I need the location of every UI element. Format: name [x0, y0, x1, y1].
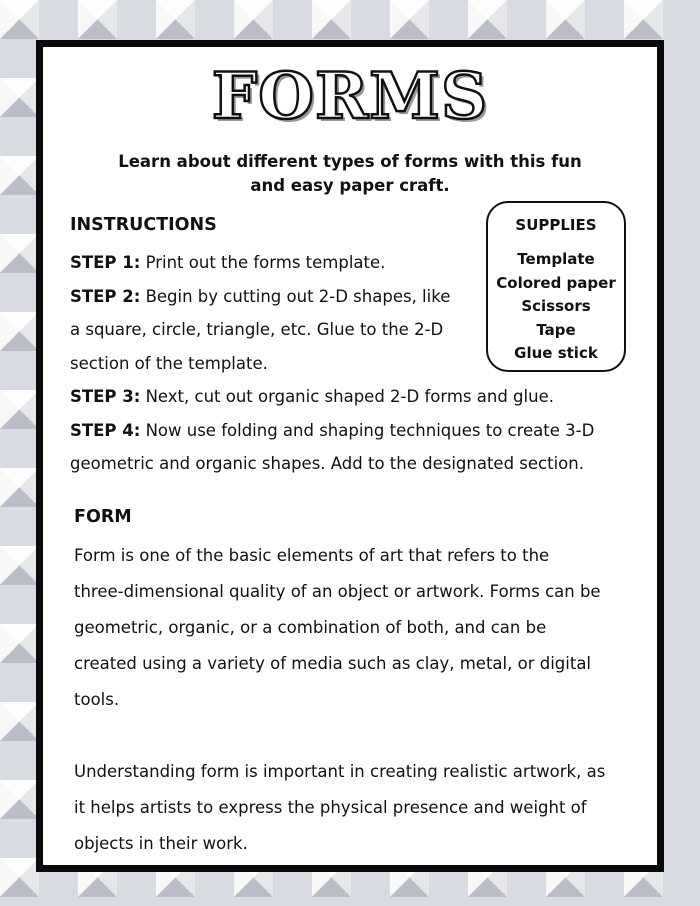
supply-item: Colored paper — [496, 273, 616, 292]
supplies-box — [486, 201, 626, 372]
step-text: a square, circle, triangle, etc. Glue to the 2-D — [70, 320, 444, 339]
form-text-line: created using a variety of media such as clay, metal, or digital — [74, 654, 592, 673]
supply-item: Scissors — [521, 297, 591, 315]
step-label: STEP 1: — [70, 253, 141, 272]
instructions-heading: INSTRUCTIONS — [70, 215, 217, 235]
form-text-line: objects in their work. — [74, 834, 248, 853]
form-text-line: Understanding form is important in creating realistic artwork, as — [74, 762, 606, 781]
subtitle — [103, 150, 597, 198]
form-text-line: geometric, organic, or a combination of both, and can be — [74, 618, 547, 637]
supply-item: Glue stick — [514, 344, 598, 362]
step-text: Now use folding and shaping techniques to create 3-D — [140, 420, 595, 440]
step-3-line — [70, 380, 594, 414]
form-description — [74, 538, 634, 862]
subtitle-line: Learn about different types of forms with this fun — [118, 152, 582, 171]
subtitle-line: and easy paper craft. — [250, 176, 450, 195]
paragraph-spacer — [74, 718, 634, 754]
step-4-continuation — [70, 447, 594, 481]
form-text-line: three-dimensional quality of an object or artwork. Forms can be — [74, 582, 601, 601]
supplies-list — [488, 248, 624, 366]
step-text: Begin by cutting out 2-D shapes, like — [140, 286, 451, 306]
step-label: STEP 4: — [70, 420, 141, 440]
worksheet-page — [36, 40, 664, 872]
form-text-line: Form is one of the basic elements of art that refers to the — [74, 546, 550, 565]
supply-item: Tape — [536, 320, 576, 339]
step-label: STEP 3: — [70, 387, 141, 406]
step-text: section of the template. — [70, 353, 268, 373]
step-text: Print out the forms template. — [140, 253, 386, 272]
supply-item: Template — [517, 250, 595, 268]
form-text-line: it helps artists to express the physical presence and weight of — [74, 798, 587, 817]
page-title: FORMS — [211, 59, 489, 134]
supplies-heading: SUPPLIES — [515, 216, 597, 234]
form-text-line: tools. — [74, 690, 120, 709]
form-heading: FORM — [74, 507, 132, 527]
step-4-line — [70, 414, 594, 448]
step-text: geometric and organic shapes. Add to the designated section. — [70, 454, 584, 473]
step-text: Next, cut out organic shaped 2-D forms and glue. — [140, 387, 554, 406]
step-label: STEP 2: — [70, 286, 141, 306]
